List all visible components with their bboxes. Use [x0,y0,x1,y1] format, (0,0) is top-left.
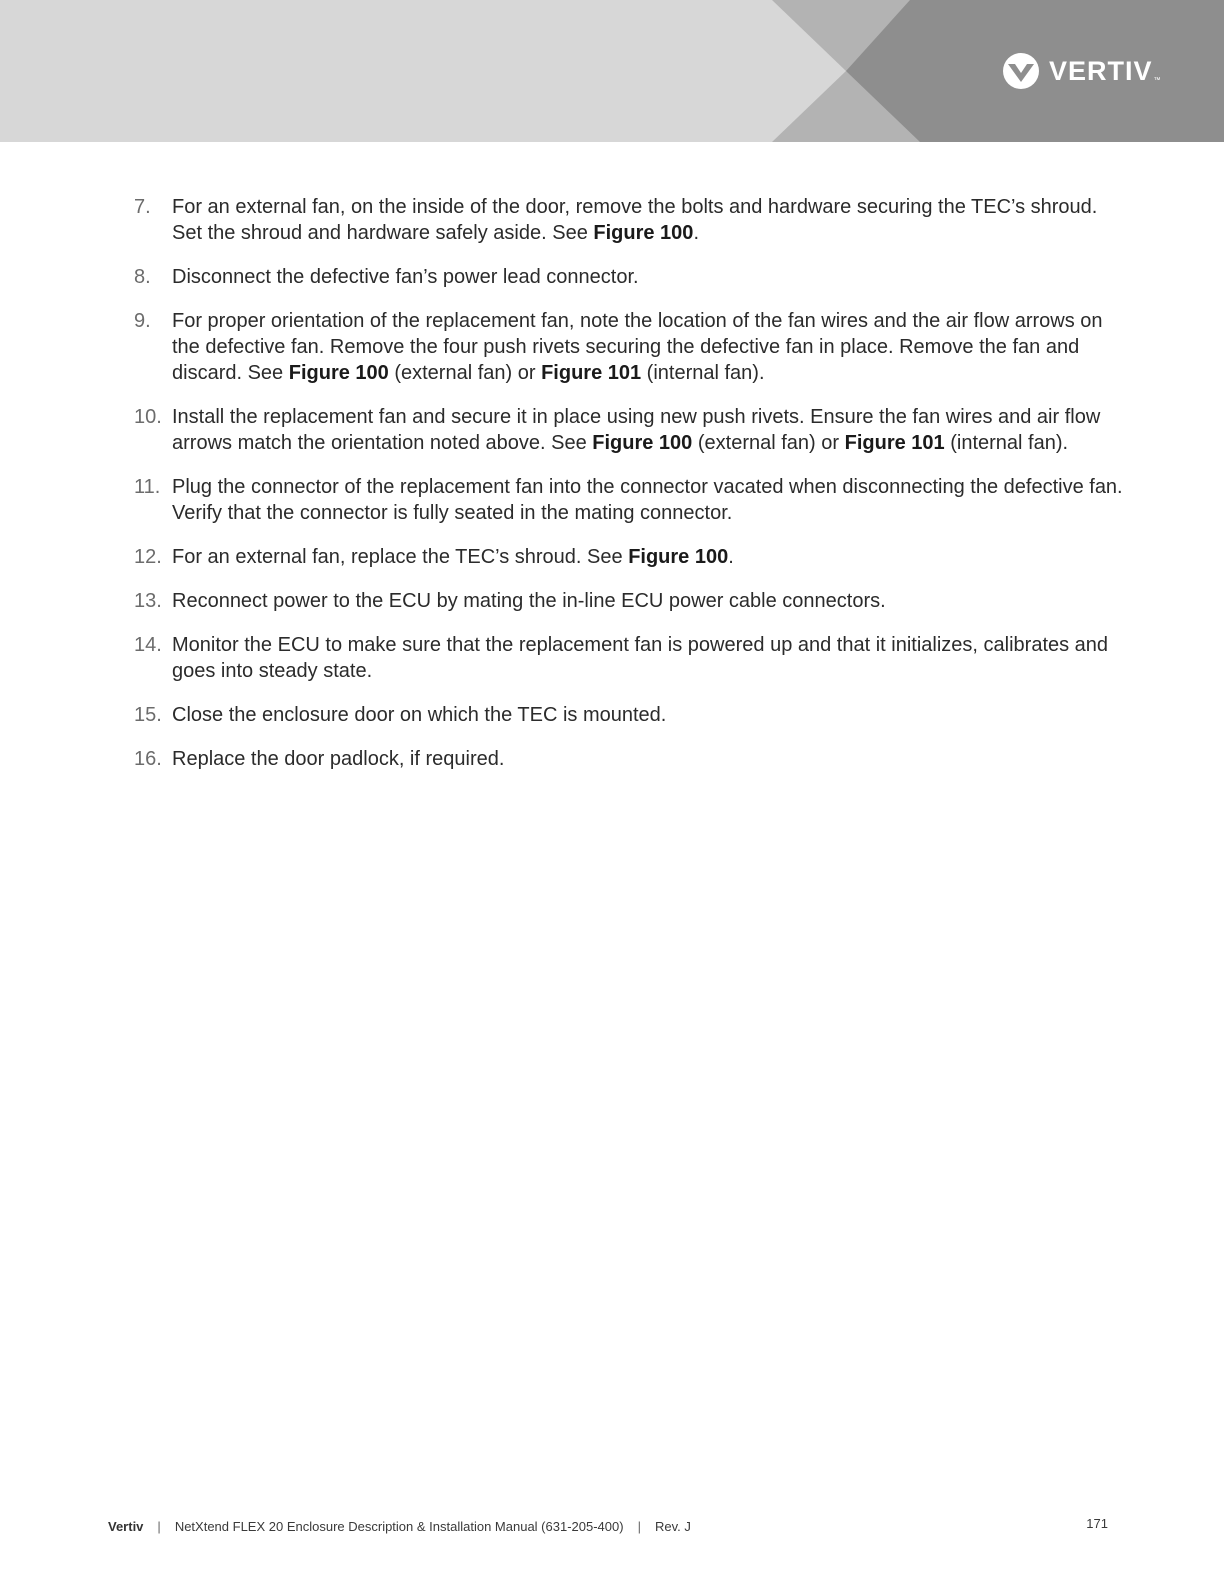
step-text-segment: Replace the door padlock, if required. [172,748,505,770]
step-number: 12. [134,546,162,568]
step-text-segment: . [728,546,734,568]
step-text-segment: Reconnect power to the ECU by mating the in-line ECU power cable connectors. [172,590,886,612]
step-text-segment: For an external fan, on the inside of the door, remove the bolts and hardware securing the TEC’s shroud. Set the shroud and hardware safely aside. See [172,196,1098,244]
step-text [172,308,1124,386]
step-text-segment: (internal fan). [641,362,765,384]
header-band [0,0,1224,142]
logo-trademark: ™ [1153,77,1161,84]
step-text-segment: Install the replacement fan and secure it in place using new push rivets. Ensure the fan wires and air flow arrows match the orientation noted above. See [172,406,1101,454]
figure-reference-link[interactable]: Figure 101 [541,362,642,384]
step-number: 13. [134,590,162,612]
step-item [134,746,1124,772]
step-text [172,632,1124,684]
step-text [172,588,1124,614]
footer-separator: | [157,1518,161,1534]
logo-wordmark: VERTIV [1049,55,1153,86]
step-text-segment: (internal fan). [944,432,1069,454]
step-item [134,474,1124,526]
figure-reference-link[interactable]: Figure 100 [288,362,389,384]
figure-reference-link[interactable]: Figure 100 [592,432,693,454]
step-text [172,746,1124,772]
step-text-segment: Disconnect the defective fan’s power lead connector. [172,266,639,288]
footer-brand: Vertiv [108,1518,144,1534]
footer-manual-title: NetXtend FLEX 20 Enclosure Description & Installation Manual (631-205-400) [174,1518,624,1534]
page-number: 171 [1086,1516,1108,1531]
step-text-segment: For proper orientation of the replacement fan, note the location of the fan wires and the air flow arrows on the defective fan. Remove the four push rivets securing the defective fan in place. Remove the fan and discard. See [172,310,1103,384]
step-item [134,702,1124,728]
figure-reference-link[interactable]: Figure 101 [844,432,945,454]
step-number: 9. [134,310,151,332]
step-number: 10. [134,406,162,428]
step-text-segment: . [693,222,699,244]
footer-separator: | [637,1518,641,1534]
step-text-segment: Close the enclosure door on which the TEC is mounted. [172,704,667,726]
figure-reference-link[interactable]: Figure 100 [628,546,729,568]
step-item [134,632,1124,684]
figure-reference-link[interactable]: Figure 100 [593,222,694,244]
step-text [172,702,1124,728]
step-item [134,588,1124,614]
step-text [172,474,1124,526]
step-number: 8. [134,266,151,288]
vertiv-logo-icon [1002,52,1040,90]
step-text [172,544,1124,570]
step-text [172,404,1124,456]
step-item [134,308,1124,386]
step-text-segment: (external fan) or [692,432,845,454]
step-number: 11. [134,476,161,498]
step-text-segment: Monitor the ECU to make sure that the replacement fan is powered up and that it initializes, calibrates and goes into steady state. [172,634,1109,682]
procedure-steps [134,194,1124,790]
step-number: 15. [134,704,162,726]
step-item [134,544,1124,570]
step-item [134,404,1124,456]
step-text [172,194,1124,246]
step-text [172,264,1124,290]
step-item [134,264,1124,290]
vertiv-logo[interactable] [1002,52,1161,90]
page-footer [108,1516,1108,1536]
step-text-segment: (external fan) or [388,362,542,384]
footer-revision: Rev. J [654,1518,691,1534]
step-item [134,194,1124,246]
step-text-segment: Plug the connector of the replacement fan into the connector vacated when disconnecting the defective fan. Verify that the connector is fully seated in the mating connector. [172,476,1123,524]
step-number: 14. [134,634,162,656]
step-text-segment: For an external fan, replace the TEC’s shroud. See [172,546,629,568]
step-number: 16. [134,748,162,770]
step-number: 7. [134,196,151,218]
